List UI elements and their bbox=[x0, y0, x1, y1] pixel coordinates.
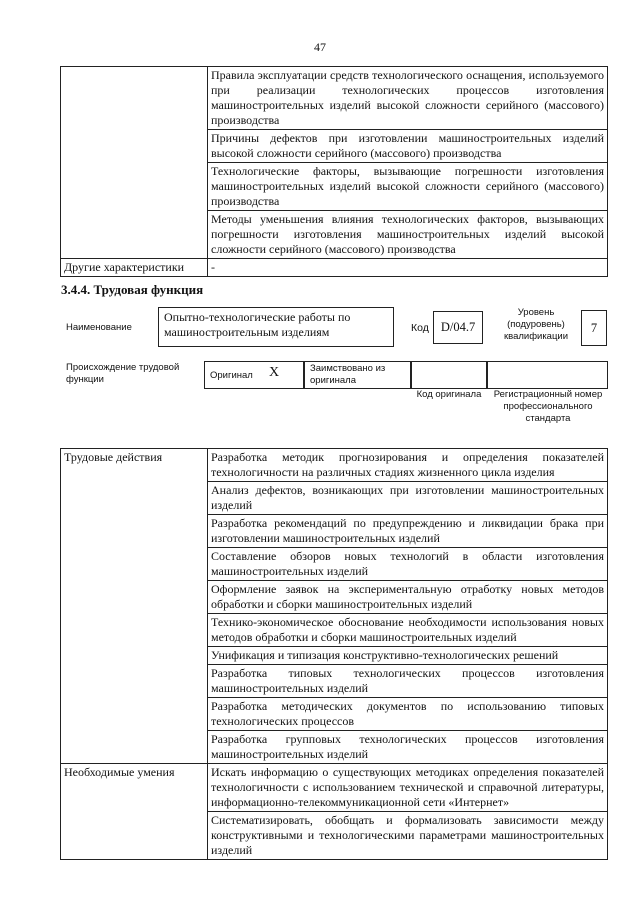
section-title: 3.4.4. Трудовая функция bbox=[61, 282, 204, 297]
knowledge-item: Правила эксплуатации средств технологического оснащения, используемого при реализации технологических процессов изготовления машиностроительных изделий высокой сложности серийного (массового) производства bbox=[208, 67, 608, 130]
labor-action-item: Технико-экономическое обоснование необходимости использования новых методов обработки и сборки машиностроительных изделий bbox=[208, 614, 608, 647]
page-number: 47 bbox=[314, 40, 326, 54]
code-original-box bbox=[411, 361, 487, 389]
knowledge-continuation-table bbox=[60, 66, 608, 277]
knowledge-item: Методы уменьшения влияния технологических факторов, вызывающих погрешности изготовления машиностроительных изделий высокой сложности серийного (массового) производства bbox=[208, 211, 608, 259]
labor-actions-label: Трудовые действия bbox=[61, 449, 208, 764]
labor-action-item: Разработка групповых технологических процессов изготовления машиностроительных изделий bbox=[208, 731, 608, 764]
skill-item: Искать информацию о существующих методиках определения показателей технологичности с использованием технической и справочной литературы, информационно-телекоммуникационной сети «Интернет» bbox=[208, 764, 608, 812]
original-box bbox=[204, 361, 304, 389]
required-skills-label: Необходимые умения bbox=[61, 764, 208, 860]
table-row bbox=[61, 67, 608, 130]
qualification-level-box: 7 bbox=[581, 310, 607, 346]
borrowed-box bbox=[304, 361, 411, 389]
labor-actions-table bbox=[60, 448, 608, 860]
other-characteristics-label: Другие характеристики bbox=[61, 259, 208, 277]
labor-action-item: Разработка рекомендаций по предупреждению и ликвидации брака при изготовлении машиностроительных изделий bbox=[208, 515, 608, 548]
knowledge-item: Технологические факторы, вызывающие погрешности изготовления машиностроительных изделий высокой сложности серийного (массового) производства bbox=[208, 163, 608, 211]
knowledge-item: Причины дефектов при изготовлении машиностроительных изделий высокой сложности серийного (массового) производства bbox=[208, 130, 608, 163]
name-label: Наименование bbox=[66, 322, 132, 333]
borrowed-label: Заимствовано из оригинала bbox=[310, 363, 386, 386]
reg-number-label: Регистрационный номер профессионального стандарта bbox=[493, 389, 603, 424]
qualification-level-label: Уровень (подуровень) квалификации bbox=[503, 307, 569, 342]
table-row bbox=[61, 449, 608, 482]
table-row bbox=[61, 764, 608, 812]
reg-number-box bbox=[487, 361, 608, 389]
labor-action-item: Унификация и типизация конструктивно-технологических решений bbox=[208, 647, 608, 665]
labor-action-item: Разработка типовых технологических процессов изготовления машиностроительных изделий bbox=[208, 665, 608, 698]
origin-label: Происхождение трудовой функции bbox=[66, 362, 180, 385]
original-label: Оригинал bbox=[210, 370, 253, 381]
table-row bbox=[61, 259, 608, 277]
function-code-box: D/04.7 bbox=[433, 311, 483, 344]
function-name-box: Опытно-технологические работы по машиностроительным изделиям bbox=[158, 307, 394, 347]
code-original-label: Код оригинала bbox=[416, 389, 482, 400]
labor-action-item: Оформление заявок на экспериментальную отработку новых методов обработки и сборки машиностроительных изделий bbox=[208, 581, 608, 614]
labor-action-item: Разработка методических документов по использованию типовых технологических процессов bbox=[208, 698, 608, 731]
empty-label-cell bbox=[61, 67, 208, 259]
original-mark: X bbox=[269, 365, 280, 380]
labor-action-item: Разработка методик прогнозирования и определения показателей технологичности на различных стадиях жизненного цикла изделия bbox=[208, 449, 608, 482]
other-characteristics-value: - bbox=[208, 259, 608, 277]
labor-action-item: Составление обзоров новых технологий в области изготовления машиностроительных изделий bbox=[208, 548, 608, 581]
labor-action-item: Анализ дефектов, возникающих при изготовлении машиностроительных изделий bbox=[208, 482, 608, 515]
code-label: Код bbox=[411, 322, 429, 334]
skill-item: Систематизировать, обобщать и формализовать зависимости между конструктивными и технологическими параметрами машиностроительных изделий bbox=[208, 812, 608, 860]
